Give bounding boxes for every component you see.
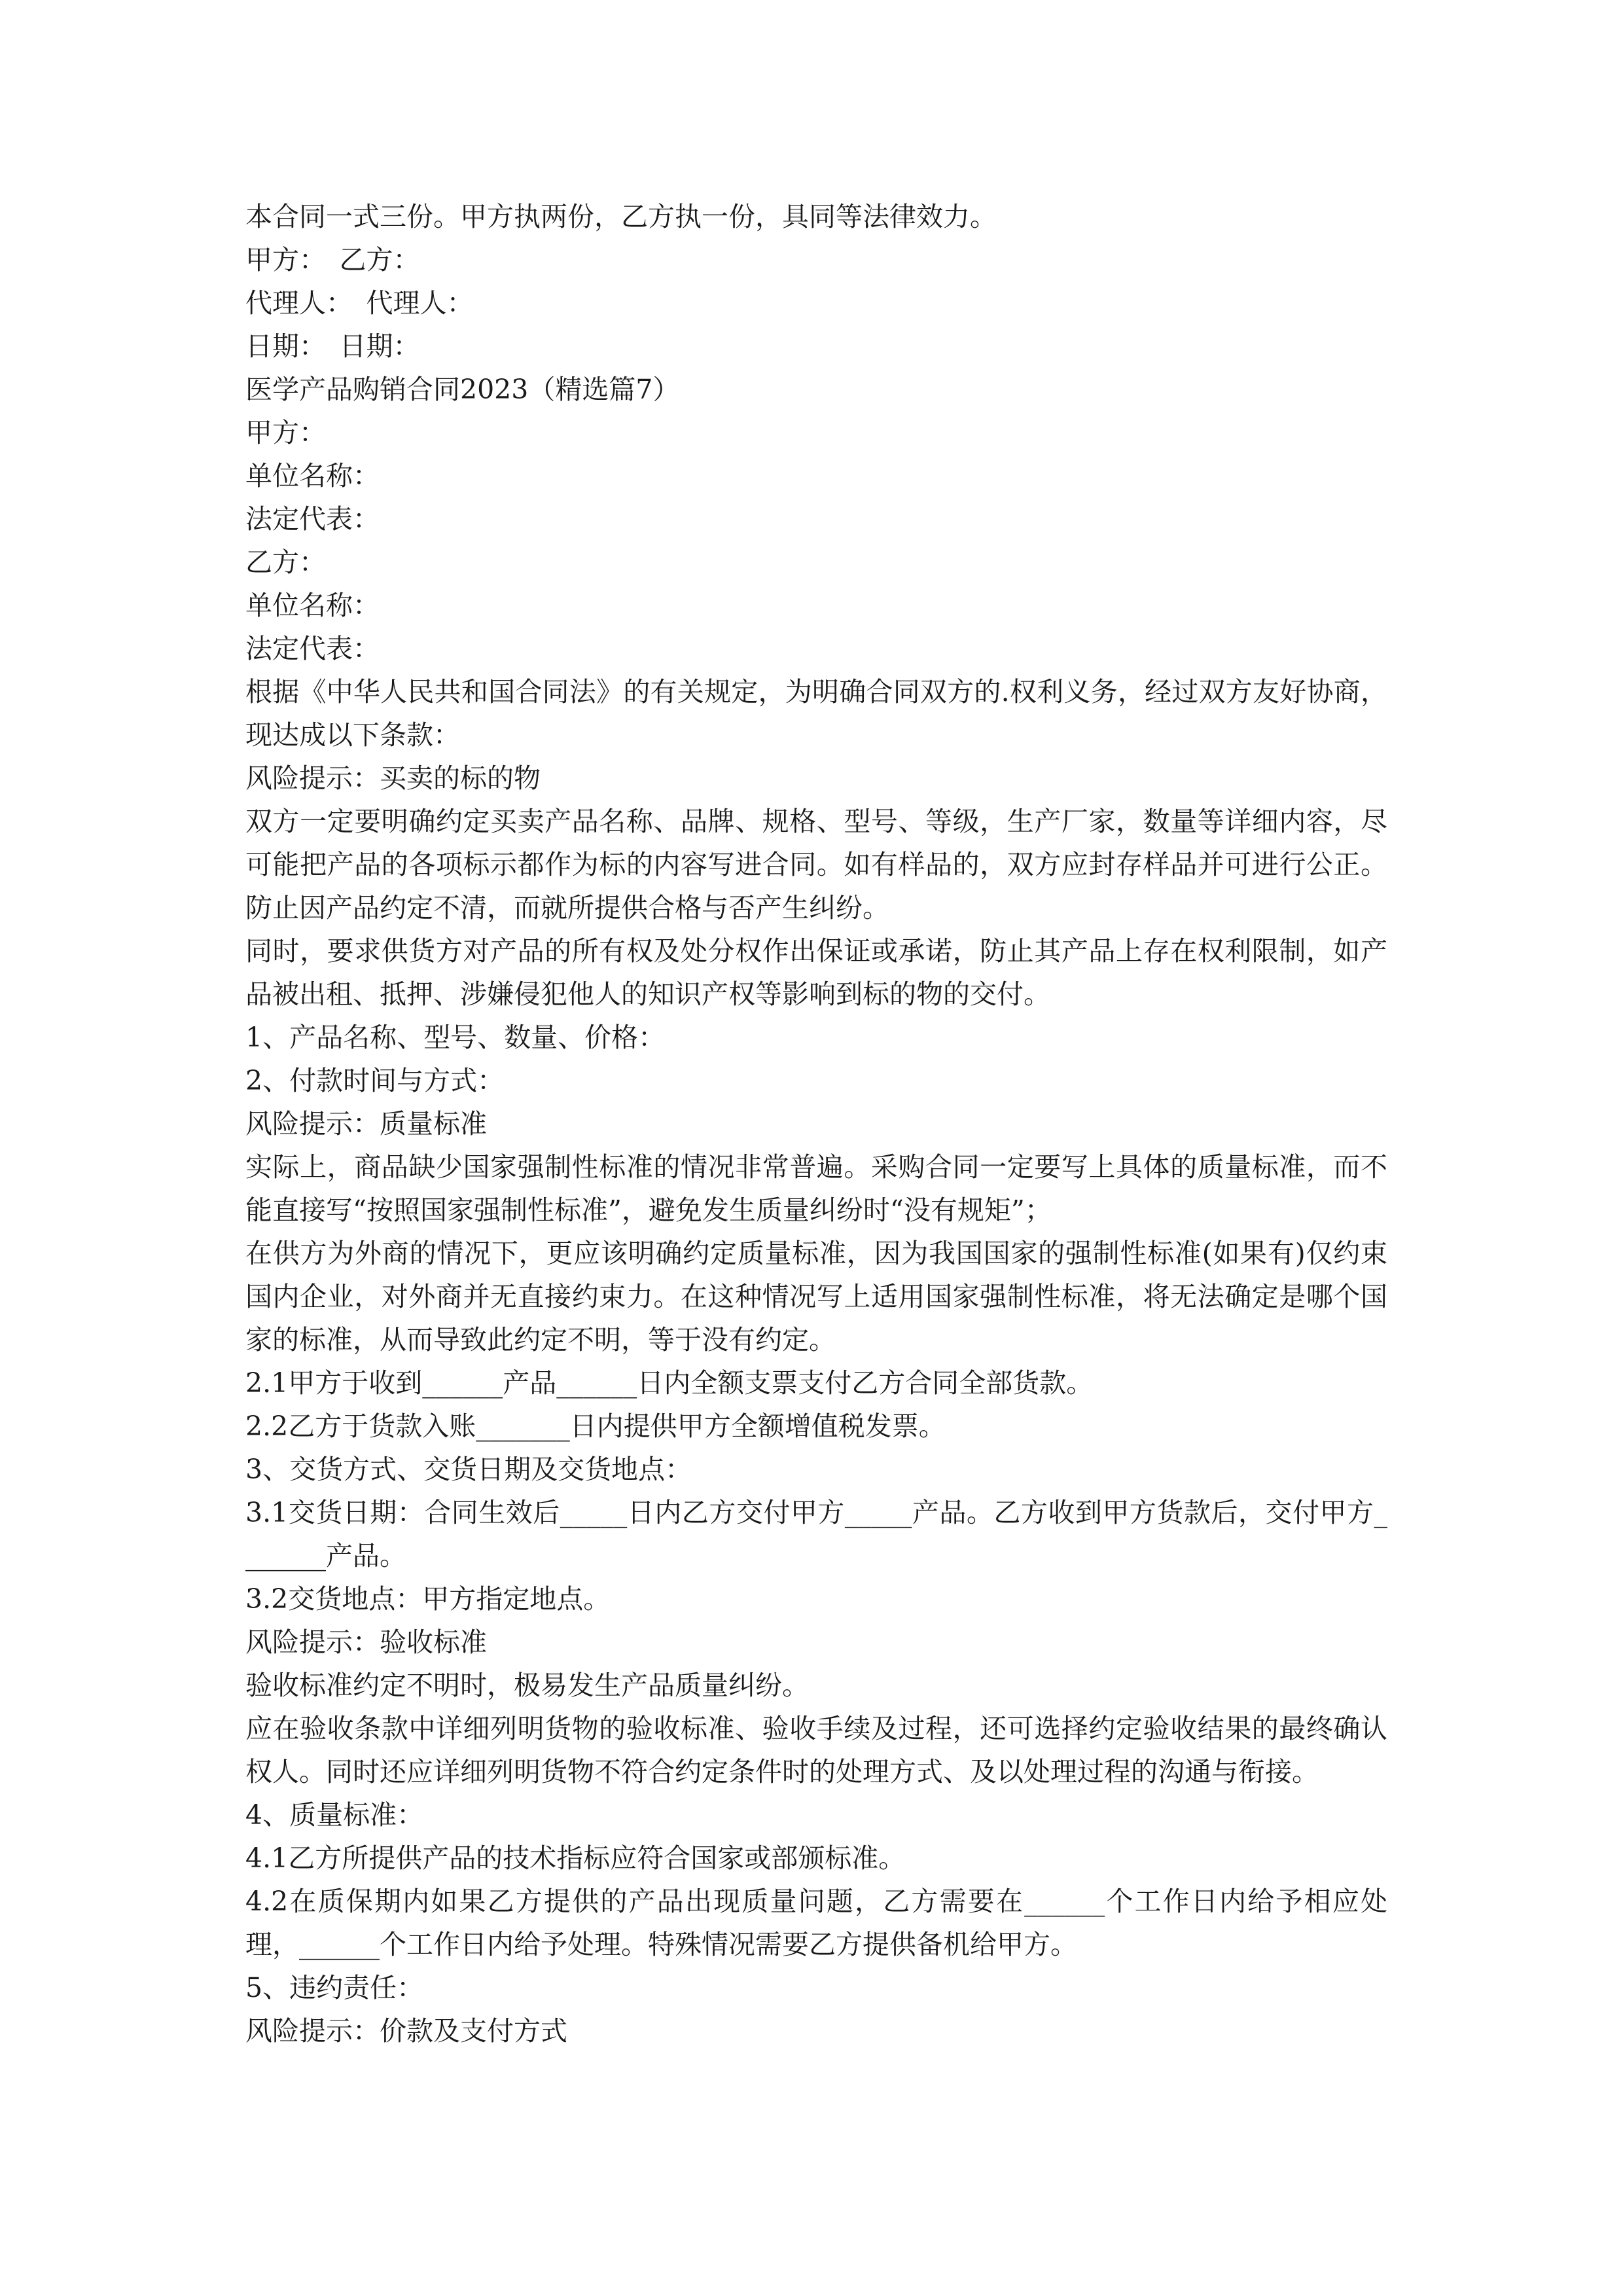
clause-item: 3.1交货日期：合同生效后_____日内乙方交付甲方_____产品。乙方收到甲方货款后，交付甲方_______产品。	[245, 1497, 1387, 1571]
party-b-legal-rep: 法定代表：	[245, 633, 380, 664]
risk-note-heading: 风险提示：验收标准	[245, 1626, 487, 1658]
paragraph: 验收标准约定不明时，极易发生产品质量纠纷。	[245, 1670, 809, 1701]
clause-heading: 4、质量标准：	[245, 1799, 424, 1831]
clause-heading: 5、违约责任：	[245, 1972, 424, 2003]
contract-body	[245, 195, 1387, 2053]
clause-heading: 2、付款时间与方式：	[245, 1065, 505, 1096]
clause-item: 3.2交货地点：甲方指定地点。	[245, 1583, 611, 1615]
paragraph: 双方一定要明确约定买卖产品名称、品牌、规格、型号、等级，生产厂家，数量等详细内容，尽可能把产品的各项标示都作为标的内容写进合同。如有样品的，双方应封存样品并可进行公正。防止因产品约定不清，而就所提供合格与否产生纠纷。	[245, 806, 1387, 924]
party-a-label: 甲方：	[245, 417, 326, 448]
paragraph: 在供方为外商的情况下，更应该明确约定质量标准，因为我国国家的强制性标准(如果有)仅约束国内企业，对外商并无直接约束力。在这种情况写上适用国家强制性标准，将无法确定是哪个国家的标准，从而导致此约定不明，等于没有约定。	[245, 1238, 1387, 1355]
risk-note-heading: 风险提示：价款及支付方式	[245, 2015, 567, 2047]
paragraph: 同时，要求供货方对产品的所有权及处分权作出保证或承诺，防止其产品上存在权利限制，如产品被出租、抵押、涉嫌侵犯他人的知识产权等影响到标的物的交付。	[245, 935, 1387, 1010]
paragraph: 应在验收条款中详细列明货物的验收标准、验收手续及过程，还可选择约定验收结果的最终确认权人。同时还应详细列明货物不符合约定条件时的处理方式、及以处理过程的沟通与衔接。	[245, 1713, 1387, 1787]
signature-agents: 代理人： 代理人：	[245, 287, 474, 319]
preamble: 根据《中华人民共和国合同法》的有关规定，为明确合同双方的.权利义务，经过双方友好协商，现达成以下条款：	[245, 676, 1387, 751]
clause-item: 2.2乙方于货款入账_______日内提供甲方全额增值税发票。	[245, 1410, 946, 1442]
risk-note-heading: 风险提示：买卖的标的物	[245, 762, 541, 794]
clause-heading: 1、产品名称、型号、数量、价格：	[245, 1022, 666, 1053]
clause-item: 4.1乙方所提供产品的技术指标应符合国家或部颁标准。	[245, 1842, 906, 1874]
risk-note-heading: 风险提示：质量标准	[245, 1108, 487, 1139]
party-b-label: 乙方：	[245, 547, 326, 578]
party-a-unit: 单位名称：	[245, 460, 380, 492]
clause-item: 4.2在质保期内如果乙方提供的产品出现质量问题，乙方需要在______个工作日内给予相应处理，______个工作日内给予处理。特殊情况需要乙方提供备机给甲方。	[245, 1886, 1387, 1960]
signature-parties: 甲方： 乙方：	[245, 244, 420, 276]
paragraph: 实际上，商品缺少国家强制性标准的情况非常普遍。采购合同一定要写上具体的质量标准，而不能直接写“按照国家强制性标准”，避免发生质量纠纷时“没有规矩”；	[245, 1151, 1387, 1226]
signature-dates: 日期： 日期：	[245, 331, 420, 362]
party-b-unit: 单位名称：	[245, 590, 380, 621]
clause-heading: 3、交货方式、交货日期及交货地点：	[245, 1454, 692, 1485]
paragraph: 本合同一式三份。甲方执两份，乙方执一份，具同等法律效力。	[245, 201, 997, 232]
section-title: 医学产品购销合同2023（精选篇7）	[245, 374, 680, 405]
clause-item: 2.1甲方于收到______产品______日内全额支票支付乙方合同全部货款。	[245, 1367, 1094, 1399]
party-a-legal-rep: 法定代表：	[245, 503, 380, 535]
